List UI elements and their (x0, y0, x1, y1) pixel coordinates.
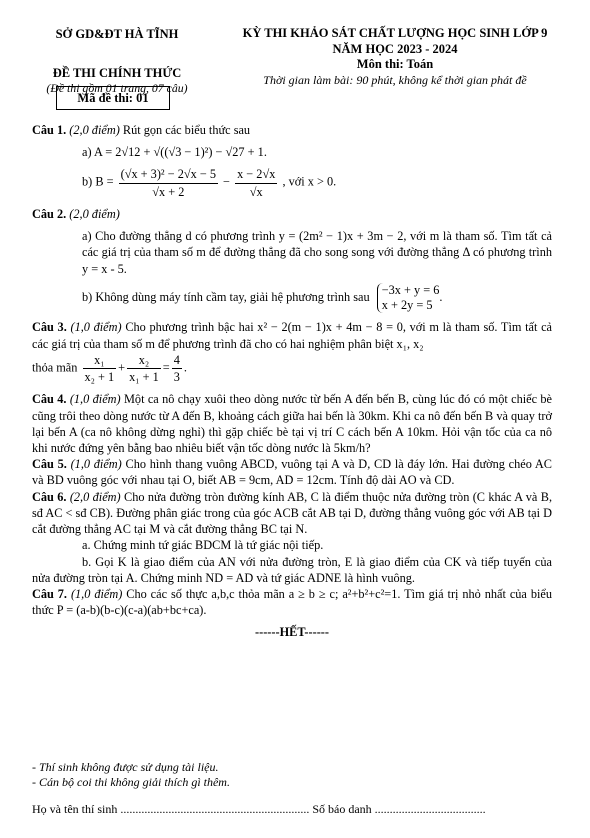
question-text: Một ca nô chạy xuôi theo dòng nước từ bến A đến bến B, cùng lúc đó có một chiếc bè cũng trôi theo dòng nước từ A đến B, khoảng cách giữa hai bến là 30km. Khi ca nô đến bến B và quay trở lại bến A (ca nô không dừng nghỉ) thì gặp chiếc bè tại vị trí C cách bến A 10km. Hỏi vận tốc của ca nô khi nước đứng yên bằng bao nhiêu biết vận tốc dòng nước là 5km/h? (32, 392, 553, 455)
fraction-numerator: 4 (172, 352, 182, 369)
fraction-numerator: x − 2√x (235, 166, 277, 183)
system-line-1: −3x + y = 6 (381, 282, 440, 297)
system-line-2: x + 2y = 5 (381, 298, 433, 313)
pages-note: (Đề thi gồm 01 trang, 07 câu) (46, 81, 188, 95)
question-label: Câu 3. (32, 320, 67, 335)
note-2: - Cán bộ coi thi không giải thích gì thêm. (32, 775, 230, 789)
exam-code-box: Mã đề thi: 01 (56, 86, 170, 110)
fraction-1 (83, 352, 117, 385)
b-suffix: , với x > 0. (282, 174, 337, 189)
question-points: (1,0 điểm) (70, 320, 122, 335)
fraction-2 (127, 352, 161, 385)
question-text: Cho phương trình bậc hai x² − 2(m − 1)x + 4m − 8 = 0, với m là tham số. Tìm tất cả các giá trị của tham số m để phương trình đã cho có hai nghiệm phân biệt x₁, x₂ (32, 320, 552, 351)
note-1: - Thí sinh không được sử dụng tài liệu. (32, 760, 219, 774)
question-points: (1,0 điểm) (70, 457, 122, 472)
fraction-2 (235, 166, 277, 199)
question-label: Câu 4. (32, 392, 67, 407)
question-points: (1,0 điểm) (70, 586, 123, 601)
department-name: SỞ GD&ĐT HÀ TĨNH (55, 27, 179, 41)
signature-line (32, 802, 562, 818)
question-label: Câu 7. (32, 586, 68, 601)
candidate-name-field: Họ và tên thí sinh ............................................................... (32, 802, 310, 816)
fraction-denominator: x₁ + 1 (129, 370, 159, 385)
question-text: b) Không dùng máy tính cầm tay, giải hệ phương trình sau (82, 289, 370, 304)
candidate-number-field: Số báo danh ..................................... (312, 802, 486, 816)
question-2 (32, 206, 552, 222)
condition-prefix: thỏa mãn (32, 360, 78, 375)
fraction-denominator: √x (249, 184, 263, 199)
question-7 (32, 586, 552, 618)
question-label: Câu 1. (32, 123, 67, 137)
question-text: Cho các số thực a,b,c thỏa mãn a ≥ b ≥ c; a²+b²+c²=1. Tìm giá trị nhỏ nhất của biểu thức P = (a-b)(b-c)(c-a)(ab+bc+ca). (32, 586, 552, 618)
fraction-denominator: x₂ + 1 (84, 370, 115, 385)
question-text: Rút gọn các biểu thức sau (122, 123, 251, 137)
question-2b: b) Không dùng máy tính cầm tay, giải hệ phương trình sau −3x + y = 6 x + 2y = 5 . (82, 282, 443, 313)
question-points: (2,0 điểm) (69, 123, 120, 137)
question-label: Câu 2. (32, 206, 67, 221)
end-marker: ------HẾT------ (255, 625, 329, 640)
question-3-condition: thỏa mãn $\frac{\text{x₁}}{\text{x₂ + 1}}$ + $\frac{\text{x₂}}{\text{x₁ + 1}}$ = $\frac{4}{3}$ . (32, 352, 187, 385)
school-year: NĂM HỌC 2023 - 2024 (332, 41, 458, 56)
question-label: Câu 5. (32, 457, 67, 472)
fraction-denominator: 3 (173, 370, 180, 385)
question-6a: a. Chứng minh tứ giác BDCM là tứ giác nội tiếp. (82, 538, 324, 553)
official-label: ĐỀ THI CHÍNH THỨC (52, 65, 182, 80)
fraction-numerator: x₁ (83, 352, 117, 369)
question-3 (32, 319, 552, 351)
fraction-1 (119, 166, 218, 199)
fraction-numerator: x₂ (127, 352, 161, 369)
question-2a: a) Cho đường thẳng d có phương trình y = (2m² − 1)x + 3m − 2, với m là tham số. Tìm tất cả các giá trị của tham số m để đường thẳng đã cho song song với đường thẳng Δ có phương trình y = x - 5. (82, 229, 552, 276)
question-1b: b) B = $\frac{\text{(√x + 3)² − 2√x − 5}}{√x + 2}$ − $\frac{x - 2√x}{√x}$ , với x > 0. (82, 167, 337, 199)
question-points: (2,0 điểm) (69, 489, 121, 504)
question-points: (2,0 điểm) (69, 206, 120, 221)
fraction-numerator: (√x + 3)² − 2√x − 5 (119, 166, 218, 183)
b-prefix: b) B = (82, 174, 114, 189)
subject: Môn thi: Toán (356, 57, 434, 72)
fraction-denominator: √x + 2 (152, 184, 185, 199)
equation-system (377, 283, 440, 314)
fraction-3 (172, 352, 182, 385)
question-1a: a) A = 2√12 + √((√3 − 1)²) − √27 + 1. (82, 145, 267, 160)
time-note: Thời gian làm bài: 90 phút, không kể thời gian phát đề (263, 72, 527, 87)
question-5 (32, 456, 552, 488)
question-6 (32, 489, 552, 538)
question-1 (32, 122, 552, 138)
question-4 (32, 391, 552, 456)
exam-title: KỲ THI KHẢO SÁT CHẤT LƯỢNG HỌC SINH LỚP 9 (242, 26, 548, 40)
question-points: (1,0 điểm) (69, 392, 121, 407)
header-right (214, 26, 576, 89)
question-label: Câu 6. (32, 489, 67, 504)
question-text: Cho nửa đường tròn đường kính AB, C là điểm thuộc nửa đường tròn (C khác A và B, sđ AC < sđ CB). Đường phân giác trong của góc ACB cắt AB tại D, đường thẳng vuông góc với AB tại D cắt đường thẳng AC tại M và cắt đường thẳng BC tại N. (32, 489, 553, 537)
exam-content (32, 122, 552, 641)
question-text: Cho hình thang vuông ABCD, vuông tại A và D, CD là đáy lớn. Hai đường chéo AC và BD vuông góc với nhau tại O, biết AB = 9cm, AD = 12cm. Tính độ dài AO và CD. (32, 457, 553, 488)
notes (32, 760, 562, 790)
question-6b: b. Gọi K là giao điểm của AN với nửa đường tròn, E là giao điểm của CK và tiếp tuyến của nửa đường tròn tại A. Chứng minh ND = AD và tứ giác ADNE là hình vuông. (32, 554, 552, 585)
